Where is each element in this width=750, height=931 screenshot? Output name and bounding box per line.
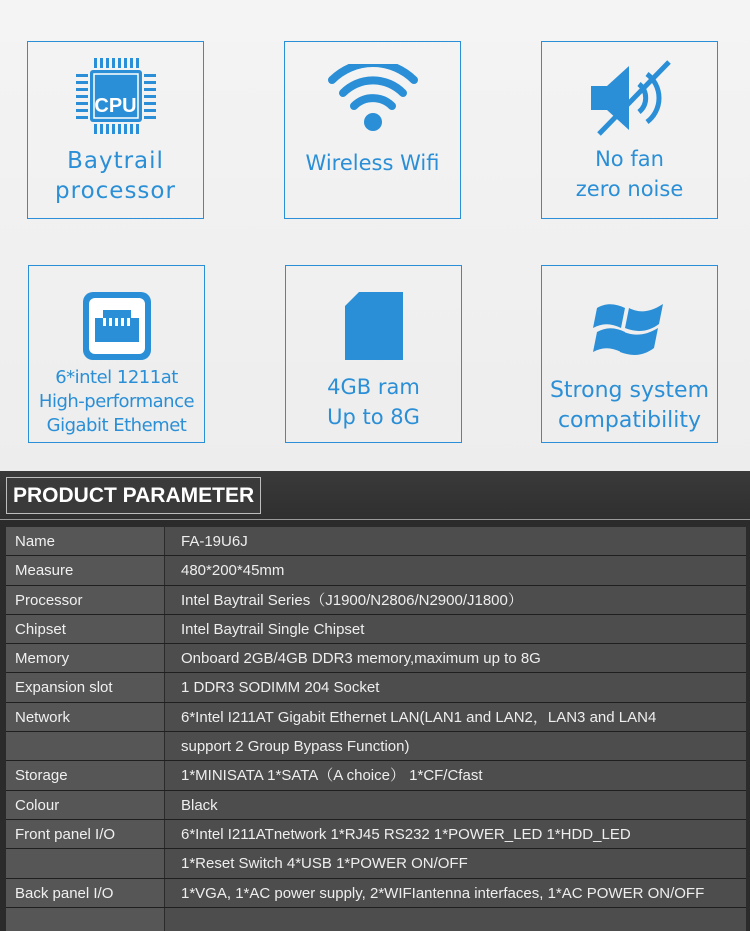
param-value: 480*200*45mm xyxy=(165,556,746,584)
feature-label: 4GB ram Up to 8G xyxy=(327,375,420,429)
param-name: Storage xyxy=(6,761,165,789)
feature-card-wifi xyxy=(284,41,461,219)
table-row xyxy=(6,732,746,761)
feature-card-compatibility xyxy=(541,265,718,443)
param-name: Measure xyxy=(6,556,165,584)
param-name xyxy=(6,849,165,877)
table-row xyxy=(6,791,746,820)
param-value: Intel Baytrail Single Chipset xyxy=(165,615,746,643)
feature-label: Wireless Wifi xyxy=(305,151,440,175)
cpu-icon-text: CPU xyxy=(94,95,137,117)
param-value: Onboard 2GB/4GB DDR3 memory,maximum up to 8G xyxy=(165,644,746,672)
param-name: Chipset xyxy=(6,615,165,643)
feature-label: No fan zero noise xyxy=(575,147,684,201)
param-value: support 2 Group Bypass Function) xyxy=(165,732,746,760)
param-name: Colour xyxy=(6,791,165,819)
table-row xyxy=(6,644,746,673)
table-row xyxy=(6,849,746,878)
param-value: 1*VGA, 1*AC power supply, 2*WIFIantenna interfaces, 1*AC POWER ON/OFF xyxy=(165,879,746,907)
parameter-title: PRODUCT PARAMETER xyxy=(6,477,261,514)
param-name: Memory xyxy=(6,644,165,672)
table-row xyxy=(6,908,746,931)
table-row xyxy=(6,556,746,585)
feature-label: Strong system compatibility xyxy=(549,378,710,433)
table-row xyxy=(6,879,746,908)
param-value: 6*Intel I211ATnetwork 1*RJ45 RS232 1*POWER_LED 1*HDD_LED xyxy=(165,820,746,848)
ethernet-port-icon xyxy=(29,290,204,362)
param-name: Name xyxy=(6,527,165,555)
sd-card-icon xyxy=(286,290,461,362)
param-value: 1*Reset Switch 4*USB 1*POWER ON/OFF xyxy=(165,849,746,877)
param-value: 6*Intel I211AT Gigabit Ethernet LAN(LAN1 and LAN2，LAN3 and LAN4 xyxy=(165,703,746,731)
param-value: 1 DDR3 SODIMM 204 Socket xyxy=(165,673,746,701)
param-name: Front panel I/O xyxy=(6,820,165,848)
table-row xyxy=(6,615,746,644)
product-parameter-section xyxy=(0,471,750,931)
feature-card-cpu xyxy=(27,41,204,219)
param-name: Back panel I/O xyxy=(6,879,165,907)
windows-logo-icon xyxy=(542,298,717,362)
feature-label: Baytrail processor xyxy=(55,148,176,204)
table-row xyxy=(6,527,746,556)
param-name: Network xyxy=(6,703,165,731)
parameter-table xyxy=(6,527,746,931)
table-row xyxy=(6,761,746,790)
param-value: FA-19U6J xyxy=(165,527,746,555)
param-value xyxy=(165,908,746,931)
divider xyxy=(0,519,750,520)
table-row xyxy=(6,586,746,615)
param-name xyxy=(6,908,165,931)
param-name: Expansion slot xyxy=(6,673,165,701)
table-row xyxy=(6,673,746,702)
cpu-icon xyxy=(28,56,203,136)
table-row xyxy=(6,820,746,849)
table-row xyxy=(6,703,746,732)
feature-card-ram xyxy=(285,265,462,443)
speaker-muted-icon xyxy=(542,58,717,138)
feature-card-no-fan xyxy=(541,41,718,219)
wifi-icon xyxy=(285,64,460,134)
param-value: Black xyxy=(165,791,746,819)
feature-label: 6*intel 1211at High-performance Gigabit Ethemet xyxy=(38,367,195,436)
param-value: Intel Baytrail Series（J1900/N2806/N2900/J1800） xyxy=(165,586,746,614)
param-value: 1*MINISATA 1*SATA（A choice） 1*CF/Cfast xyxy=(165,761,746,789)
param-name xyxy=(6,732,165,760)
parameter-header xyxy=(0,471,750,519)
feature-card-ethernet xyxy=(28,265,205,443)
param-name: Processor xyxy=(6,586,165,614)
